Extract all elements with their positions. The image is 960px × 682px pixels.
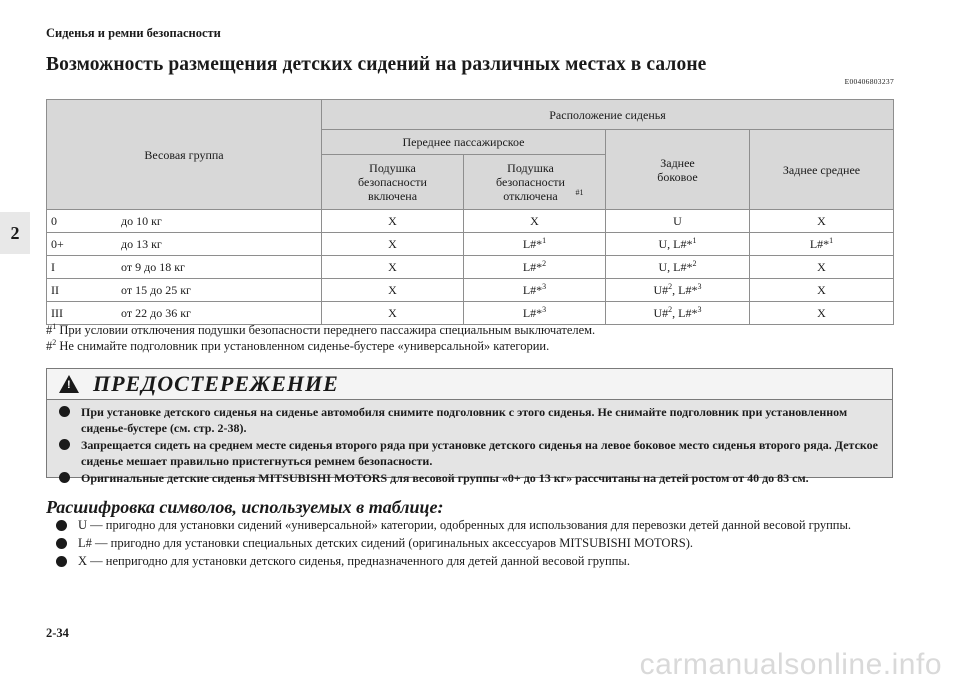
airbag-off-cell: L#*$^3$ <box>464 302 606 325</box>
warning-item: При установке детского сиденья на сиденье автомобиля снимите подголовник с этого сиденья. Не снимайте подголовник при установленном сиденье-бустере (см. стр. 2-38). <box>57 404 882 436</box>
rear-side-cell: U, L#*$^2$ <box>606 256 750 279</box>
header-rear-side: Заднее боковое <box>606 130 750 210</box>
table-row <box>47 256 894 279</box>
header-airbag-on: Подушка безопасности включена <box>322 155 464 210</box>
rear-center-cell: L#*$^1$ <box>750 233 894 256</box>
rear-center-cell: X <box>750 210 894 233</box>
rear-side-cell: U, L#*$^1$ <box>606 233 750 256</box>
airbag-off-cell: L#*$^1$ <box>464 233 606 256</box>
warning-box <box>46 368 893 485</box>
airbag-on-cell: X <box>322 210 464 233</box>
bullet-icon <box>59 472 70 483</box>
table-row <box>47 210 894 233</box>
bullet-icon <box>56 556 67 567</box>
header-front-passenger: Переднее пассажирское <box>322 130 606 155</box>
header-rear-center: Заднее среднее <box>750 130 894 210</box>
bullet-icon <box>56 538 67 549</box>
warning-title: ПРЕДОСТЕРЕЖЕНИЕ <box>93 371 339 396</box>
seat-compatibility-table <box>46 99 894 325</box>
airbag-off-cell: L#*$^3$ <box>464 279 606 302</box>
table-row <box>47 233 894 256</box>
legend-title: Расшифровка символов, используемых в таблице: <box>46 497 444 517</box>
header-weight-group: Весовая группа <box>47 100 322 210</box>
weight-group-cell: II от 15 до 25 кг <box>47 279 322 302</box>
warning-triangle-icon: ! <box>59 375 79 393</box>
footnote-1: #$^1$ При условии отключения подушки безопасности переднего пассажира специальным выключателем. <box>46 321 596 337</box>
warning-header <box>47 369 892 400</box>
page-title: Возможность размещения детских сидений на различных местах в салоне <box>46 54 707 75</box>
rear-side-cell: U#$^2$, L#*$^3$ <box>606 302 750 325</box>
warning-item: Запрещается сидеть на среднем месте сиденья второго ряда при установке детского сиденья на левое боковое место сиденья второго ряда. Детское сиденье мешает правильно пристегнуться ремнем безопасности. <box>57 437 882 469</box>
bullet-icon <box>59 439 70 450</box>
header-seat-location: Расположение сиденья <box>322 100 894 130</box>
weight-group-cell: III от 22 до 36 кг <box>47 302 322 325</box>
airbag-off-cell: L#*$^2$ <box>464 256 606 279</box>
legend-item: X — непригодно для установки детского сиденья, предназначенного для детей данной весовой группы. <box>56 553 896 569</box>
footnote-mark: #1 <box>575 188 584 197</box>
warning-item: Оригинальные детские сиденья MITSUBISHI MOTORS для весовой группы «0+ до 13 кг» рассчитаны на детей ростом от 40 до 83 см. <box>57 470 882 486</box>
rear-side-cell: U <box>606 210 750 233</box>
weight-group-cell: 0 до 10 кг <box>47 210 322 233</box>
weight-group-cell: 0+ до 13 кг <box>47 233 322 256</box>
weight-group-cell: I от 9 до 18 кг <box>47 256 322 279</box>
airbag-on-cell: X <box>322 233 464 256</box>
airbag-on-cell: X <box>322 302 464 325</box>
table-row <box>47 279 894 302</box>
legend-list <box>56 517 896 571</box>
watermark: carmanualsonline.info <box>639 648 942 681</box>
bullet-icon <box>56 520 67 531</box>
airbag-on-cell: X <box>322 279 464 302</box>
rear-center-cell: X <box>750 256 894 279</box>
header-airbag-off: Подушка безопасности отключена $^{\#1}$ <box>464 155 606 210</box>
document-code: E00406803237 <box>844 77 894 86</box>
airbag-on-cell: X <box>322 256 464 279</box>
footnote-2: #$^2$ Не снимайте подголовник при установленном сиденье-бустере «универсальной» категории. <box>46 337 550 353</box>
rear-side-cell: U#$^2$, L#*$^3$ <box>606 279 750 302</box>
rear-center-cell: X <box>750 279 894 302</box>
page-number: 2-34 <box>46 626 69 640</box>
warning-list <box>47 404 892 486</box>
rear-center-cell: X <box>750 302 894 325</box>
chapter-tab: 2 <box>0 212 30 254</box>
legend-item: L# — пригодно для установки специальных детских сидений (оригинальных аксессуаров MITSUBISHI MOTORS). <box>56 535 896 551</box>
bullet-icon <box>59 406 70 417</box>
footnotes <box>46 322 595 354</box>
running-head: Сиденья и ремни безопасности <box>46 26 221 40</box>
airbag-off-cell: X <box>464 210 606 233</box>
legend-item: U — пригодно для установки сидений «универсальной» категории, одобренных для использования для перевозки детей данной весовой группы. <box>56 517 896 533</box>
